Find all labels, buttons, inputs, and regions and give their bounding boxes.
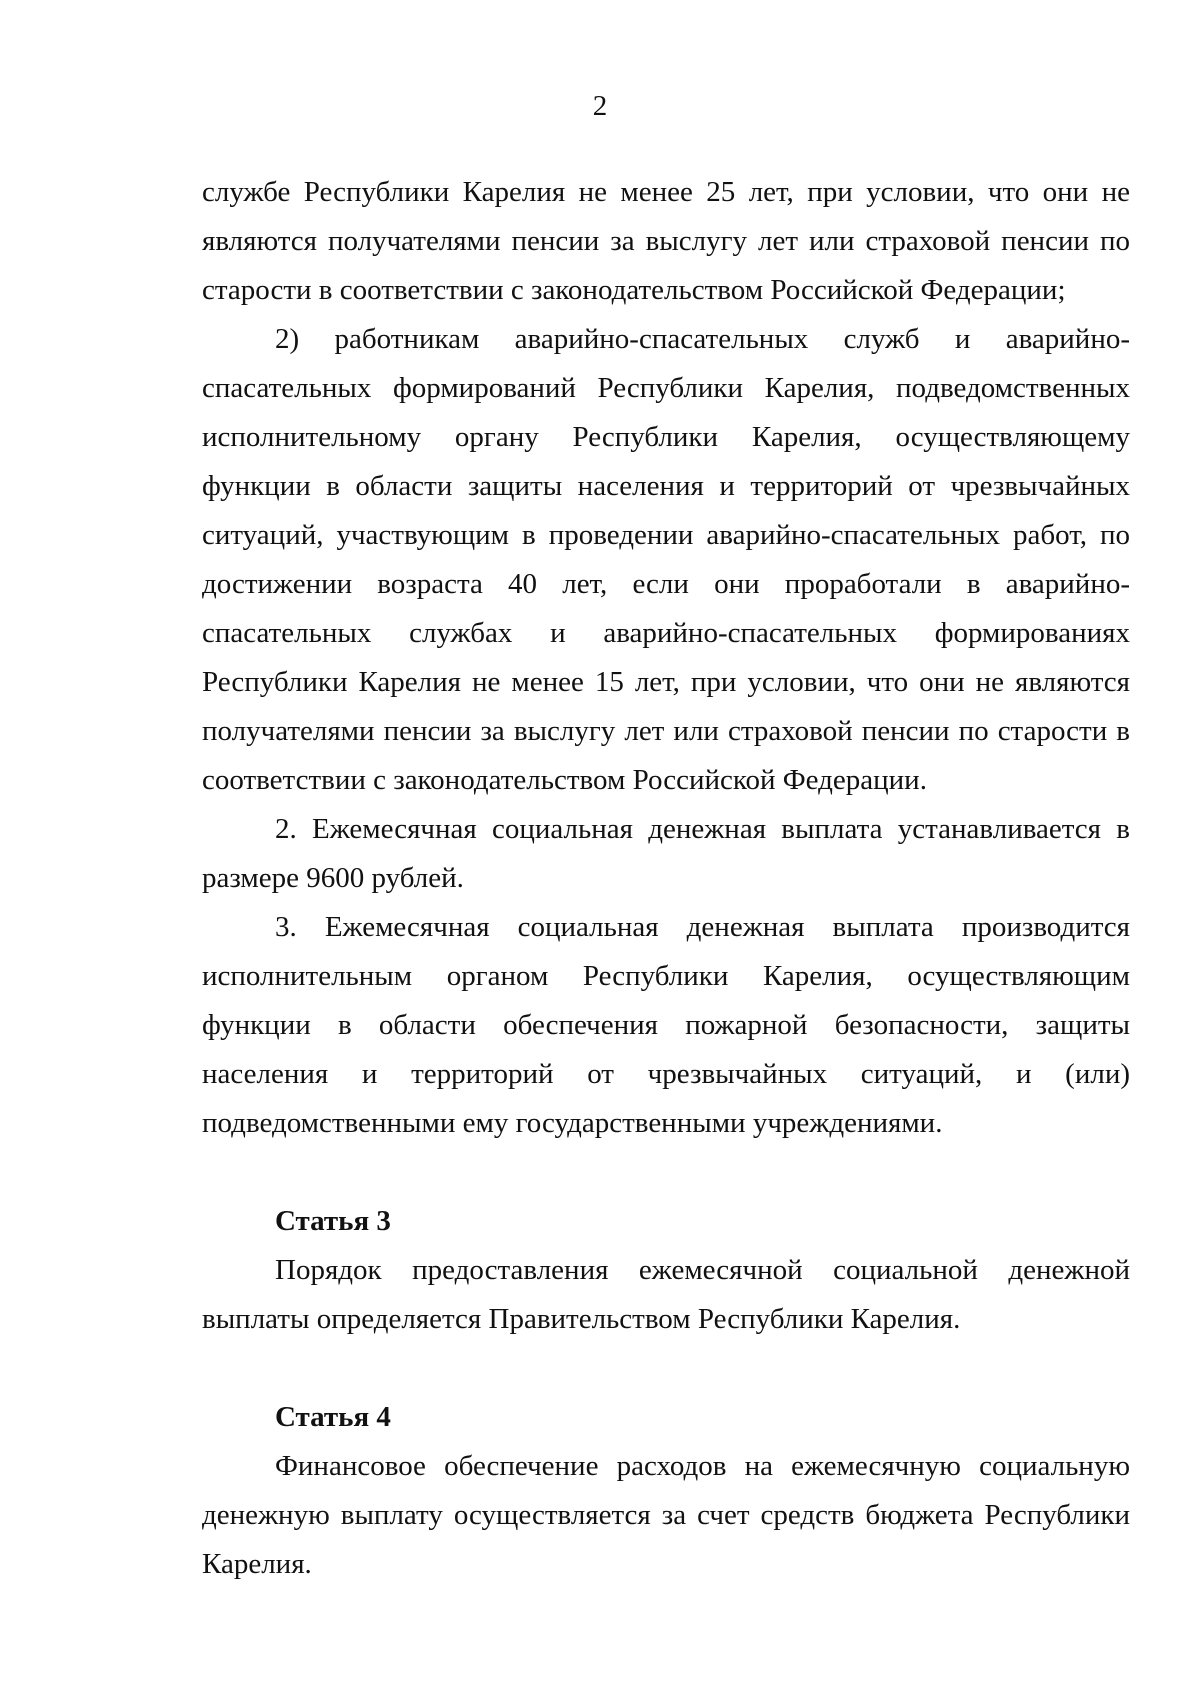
article-4-text: Финансовое обеспечение расходов на ежемесячную социальную денежную выплату осуществляется за счет средств бюджета Республики Карелия. xyxy=(202,1450,1130,1580)
paragraph-clause-3: 3. Ежемесячная социальная денежная выплата производится исполнительным органом Республики Карелия, осуществляющим функции в области обеспечения пожарной безопасности, защиты населения и территорий от чрезвычайных ситуаций, и (или) подведомственными ему государственными учреждениями. xyxy=(202,911,1130,1139)
article-3-heading: Статья 3 xyxy=(275,1205,391,1237)
document-body xyxy=(202,168,1130,1589)
article-4-heading: Статья 4 xyxy=(275,1401,391,1433)
paragraph-item-2: 2) работникам аварийно-спасательных служб и аварийно-спасательных формирований Республики Карелия, подведомственных исполнительному органу Республики Карелия, осуществляющему функции в области защиты населения и территорий от чрезвычайных ситуаций, участвующим в проведении аварийно-спасательных работ, по достижении возраста 40 лет, если они проработали в аварийно-спасательных службах и аварийно-спасательных формированиях Республики Карелия не менее 15 лет, при условии, что они не являются получателями пенсии за выслугу лет или страховой пенсии по старости в соответствии с законодательством Российской Федерации. xyxy=(202,323,1130,796)
article-3-section xyxy=(202,1197,1130,1344)
paragraph-continuation: службе Республики Карелия не менее 25 лет, при условии, что они не являются получателями пенсии за выслугу лет или страховой пенсии по старости в соответствии с законодательством Российской Федерации; xyxy=(202,176,1130,306)
paragraph-clause-2: 2. Ежемесячная социальная денежная выплата устанавливается в размере 9600 рублей. xyxy=(202,813,1130,894)
page-number: 2 xyxy=(592,90,608,122)
article-4-section xyxy=(202,1393,1130,1589)
article-3-text: Порядок предоставления ежемесячной социальной денежной выплаты определяется Правительством Республики Карелия. xyxy=(202,1254,1130,1335)
